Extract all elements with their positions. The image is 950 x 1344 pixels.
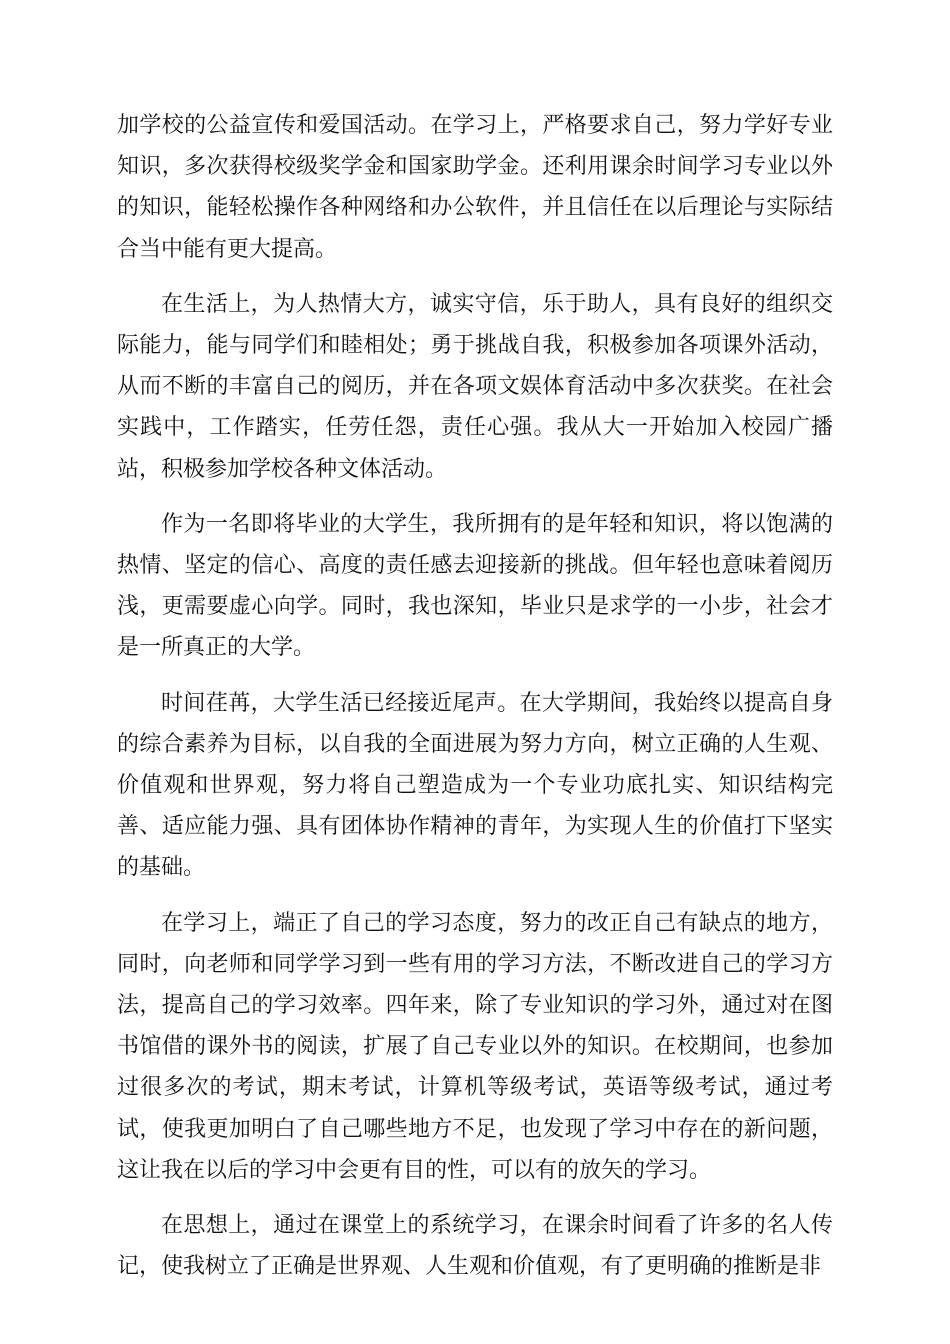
paragraph-3: 作为一名即将毕业的大学生，我所拥有的是年轻和知识，将以饱满的热情、坚定的信心、高度的责任感去迎接新的挑战。但年轻也意味着阅历浅，更需要虚心向学。同时，我也深知，毕业只是求学的一小步，社会才是一所真正的大学。 [117, 511, 833, 661]
document-body [117, 105, 833, 1287]
paragraph-2: 在生活上，为人热情大方，诚实守信，乐于助人，具有良好的组织交际能力，能与同学们和睦相处；勇于挑战自我，积极参加各项课外活动，从而不断的丰富自己的阅历，并在各项文娱体育活动中多次获奖。在社会实践中，工作踏实，任劳任怨，责任心强。我从大一开始加入校园广播站，积极参加学校各种文体活动。 [117, 291, 833, 482]
paragraph-4: 时间荏苒，大学生活已经接近尾声。在大学期间，我始终以提高自身的综合素养为目标，以自我的全面进展为努力方向，树立正确的人生观、价值观和世界观，努力将自己塑造成为一个专业功底扎实、知识结构完善、适应能力强、具有团体协作精神的青年，为实现人生的价值打下坚实的基础。 [117, 690, 833, 881]
paragraph-5: 在学习上，端正了自己的学习态度，努力的改正自己有缺点的地方，同时，向老师和同学学习到一些有用的学习方法，不断改进自己的学习方法，提高自己的学习效率。四年来，除了专业知识的学习外，通过对在图书馆借的课外书的阅读，扩展了自己专业以外的知识。在校期间，也参加过很多次的考试，期末考试，计算机等级考试，英语等级考试，通过考试，使我更加明白了自己哪些地方不足，也发现了学习中存在的新问题，这让我在以后的学习中会更有目的性，可以有的放矢的学习。 [117, 910, 833, 1183]
paragraph-6: 在思想上，通过在课堂上的系统学习，在课余时间看了许多的名人传记，使我树立了正确是世界观、人生观和价值观，有了更明确的推断是非 [117, 1213, 833, 1280]
paragraph-1: 加学校的公益宣传和爱国活动。在学习上，严格要求自己，努力学好专业知识，多次获得校级奖学金和国家助学金。还利用课余时间学习专业以外的知识，能轻松操作各种网络和办公软件，并且信任在以后理论与实际结合当中能有更大提高。 [117, 113, 833, 262]
